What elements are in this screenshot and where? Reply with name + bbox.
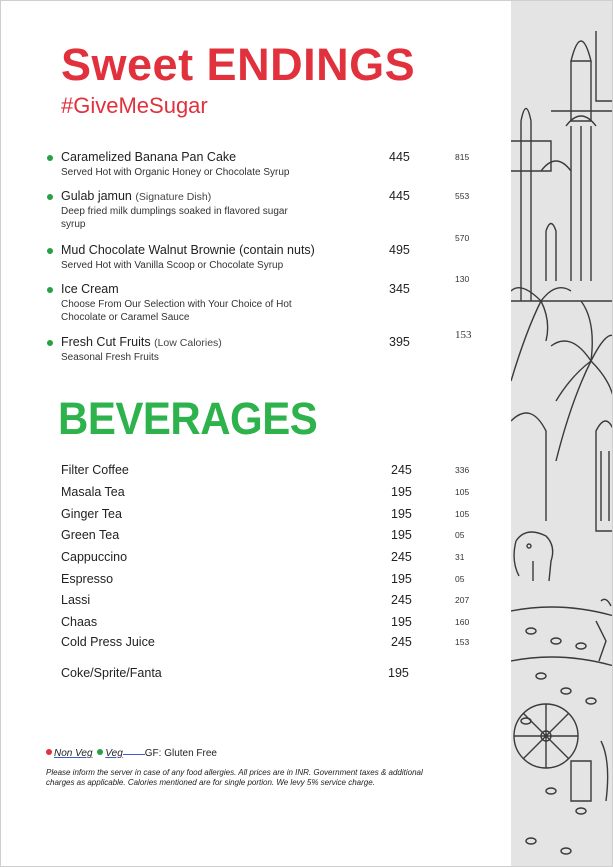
dessert-calories: 815 bbox=[455, 152, 470, 162]
beverage-item bbox=[61, 666, 481, 682]
beverage-name: Ginger Tea bbox=[61, 507, 122, 521]
beverage-item bbox=[61, 507, 481, 523]
page-title: Sweet ENDINGS bbox=[61, 39, 416, 90]
beverage-calories: 05 bbox=[455, 574, 465, 584]
beverage-calories: 105 bbox=[455, 509, 470, 519]
beverage-price: 245 bbox=[391, 635, 412, 649]
beverage-item bbox=[61, 593, 481, 609]
dessert-calories: 570 bbox=[455, 233, 470, 243]
beverage-name: Filter Coffee bbox=[61, 463, 129, 477]
beverage-price: 245 bbox=[391, 550, 412, 564]
dessert-description: Choose From Our Selection with Your Choice of Hot Chocolate or Caramel Sauce bbox=[61, 299, 292, 323]
dessert-name: Gulab jamun (Signature Dish) bbox=[61, 189, 212, 203]
veg-dot-icon bbox=[47, 248, 53, 254]
veg-dot-icon bbox=[47, 340, 53, 346]
veg-dot-icon bbox=[47, 287, 53, 293]
dessert-name: Ice Cream bbox=[61, 282, 119, 296]
beverage-item bbox=[61, 528, 481, 544]
disclaimer-text: Please inform the server in case of any food allergies. All prices are in INR. Government taxes & additional charges as applicable. Calories mentioned are for single portion. We levy 5% service charge. bbox=[46, 768, 423, 787]
dessert-name: Fresh Cut Fruits (Low Calories) bbox=[61, 335, 222, 349]
beverage-price: 195 bbox=[391, 485, 412, 499]
dessert-price: 345 bbox=[389, 282, 410, 296]
beverage-name: Green Tea bbox=[61, 528, 120, 542]
beverage-calories: 153 bbox=[455, 637, 470, 647]
beverage-calories: 336 bbox=[455, 465, 470, 475]
beverage-name: Cold Press Juice bbox=[61, 635, 155, 649]
dessert-note: (Low Calories) bbox=[154, 337, 222, 349]
veg-dot-icon bbox=[97, 749, 103, 755]
beverage-price: 195 bbox=[391, 615, 412, 629]
dessert-price: 395 bbox=[389, 335, 410, 349]
veg-dot-icon bbox=[47, 194, 53, 200]
page-subtitle: #GiveMeSugar bbox=[61, 93, 208, 118]
beverage-name: Espresso bbox=[61, 572, 114, 586]
beverage-item bbox=[61, 463, 481, 479]
dessert-price: 445 bbox=[389, 150, 410, 164]
dessert-calories: 153 bbox=[455, 329, 472, 341]
beverage-price: 245 bbox=[391, 593, 412, 607]
beverage-price: 195 bbox=[391, 572, 412, 586]
beverage-calories: 207 bbox=[455, 595, 470, 605]
beverage-calories: 05 bbox=[455, 530, 465, 540]
diet-legend bbox=[46, 748, 217, 759]
dessert-name: Caramelized Banana Pan Cake bbox=[61, 150, 237, 164]
beverage-item bbox=[61, 485, 481, 501]
beverages-title: BEVERAGES bbox=[58, 393, 318, 444]
dessert-description: Served Hot with Vanilla Scoop or Chocolate Syrup bbox=[61, 260, 284, 271]
beverage-price: 245 bbox=[391, 463, 412, 477]
beverage-calories: 31 bbox=[455, 552, 465, 562]
dessert-price: 445 bbox=[389, 189, 410, 203]
beverage-calories: 105 bbox=[455, 487, 470, 497]
beverage-item bbox=[61, 572, 481, 588]
beverage-name: Lassi bbox=[61, 593, 91, 607]
veg-label: Veg bbox=[105, 748, 123, 759]
decorative-illustration bbox=[511, 1, 613, 867]
beverage-item bbox=[61, 550, 481, 566]
veg-dot-icon bbox=[47, 155, 53, 161]
beverage-name: Masala Tea bbox=[61, 485, 125, 499]
beverage-price: 195 bbox=[388, 666, 409, 680]
beverage-name: Cappuccino bbox=[61, 550, 128, 564]
dessert-name: Mud Chocolate Walnut Brownie (contain nuts) bbox=[61, 243, 315, 257]
palace-illustration-icon bbox=[511, 1, 613, 867]
beverage-item bbox=[61, 615, 481, 631]
dessert-price: 495 bbox=[389, 243, 410, 257]
beverage-name: Chaas bbox=[61, 615, 98, 629]
beverage-calories: 160 bbox=[455, 617, 470, 627]
non-veg-label: Non Veg bbox=[54, 748, 93, 759]
legend-divider bbox=[123, 754, 145, 755]
beverage-name: Coke/Sprite/Fanta bbox=[61, 666, 162, 680]
dessert-note: (Signature Dish) bbox=[135, 191, 212, 203]
beverage-price: 195 bbox=[391, 528, 412, 542]
beverage-item bbox=[61, 635, 481, 651]
dessert-calories: 553 bbox=[455, 191, 470, 201]
non-veg-dot-icon bbox=[46, 749, 52, 755]
gluten-free-label: GF: Gluten Free bbox=[144, 748, 217, 759]
dessert-calories: 130 bbox=[455, 274, 470, 284]
dessert-description: Served Hot with Organic Honey or Chocolate Syrup bbox=[61, 167, 290, 178]
dessert-description: Deep fried milk dumplings soaked in flavored sugar syrup bbox=[61, 206, 288, 230]
dessert-description: Seasonal Fresh Fruits bbox=[61, 352, 159, 363]
beverage-price: 195 bbox=[391, 507, 412, 521]
